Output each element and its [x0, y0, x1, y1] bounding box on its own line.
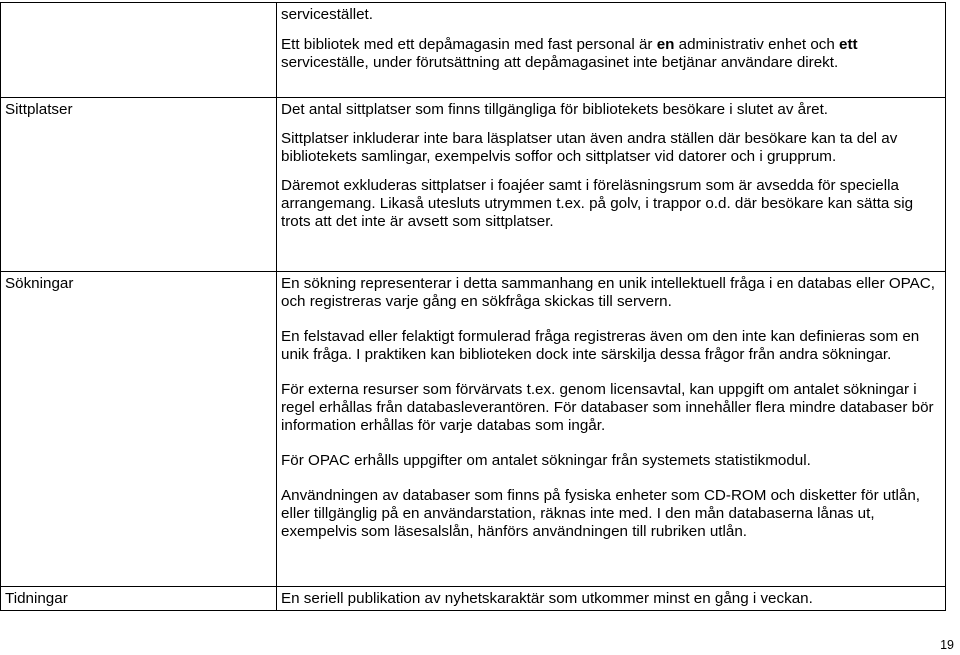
text-run: En felstavad eller felaktigt formulerad fråga registreras även om den inte kan definieras som en unik fråga. I praktiken kan biblioteken dock inte särskilja dessa frågor från andra sökningar.	[281, 328, 920, 363]
table-row	[1, 587, 946, 611]
text-run: Användningen av databaser som finns på fysiska enheter som CD-ROM och disketter för utlån, eller tillgänglig på en användarstation, räknas inte med. I den mån databaserna lånas ut, exempelvis som läsesalslån, hänförs användningen till rubriken utlån.	[281, 487, 921, 540]
paragraph	[281, 177, 939, 231]
paragraph	[281, 6, 939, 24]
text-run: serviceställe, under förutsättning att depåmagasinet inte betjänar användare direkt.	[281, 54, 839, 71]
page-number: 19	[940, 638, 954, 652]
text-run: Sittplatser inkluderar inte bara läsplatser utan även andra ställen där besökare kan ta del av bibliotekets samlingar, exempelvis soffor och sittplatser vid datorer och i grupprum.	[281, 130, 898, 165]
text-run: servicestället.	[281, 6, 374, 23]
paragraph	[281, 487, 939, 541]
term-cell: Sittplatser	[1, 98, 277, 272]
table-row	[1, 272, 946, 587]
text-run: Däremot exkluderas sittplatser i foajéer samt i föreläsningsrum som är avsedda för speciella arrangemang. Likaså utesluts utrymmen t.ex. på golv, i trappor o.d. där besökare kan sätta sig trots att det inte är avsett som sittplatser.	[281, 177, 914, 230]
definition-cell	[277, 587, 946, 611]
paragraph	[281, 130, 939, 166]
term-cell	[1, 3, 277, 98]
paragraph	[281, 328, 939, 364]
table-row	[1, 3, 946, 98]
definition-cell	[277, 272, 946, 587]
term-cell: Sökningar	[1, 272, 277, 587]
paragraph	[281, 452, 939, 470]
term-cell: Tidningar	[1, 587, 277, 611]
table-row	[1, 98, 946, 272]
bold-text: en	[656, 36, 675, 53]
paragraph	[281, 36, 939, 72]
text-run: administrativ enhet och	[674, 36, 840, 53]
definitions-table	[0, 2, 946, 611]
paragraph	[281, 590, 939, 608]
text-run: För externa resurser som förvärvats t.ex. genom licensavtal, kan uppgift om antalet sökningar i regel erhållas från databasleverantören. För databaser som innehåller flera mindre databaser bör information erhållas för varje databas som ingår.	[281, 381, 934, 434]
text-run: Ett bibliotek med ett depåmagasin med fast personal är	[281, 36, 657, 53]
text-run: En sökning representerar i detta sammanhang en unik intellektuell fråga i en databas eller OPAC, och registreras varje gång en sökfråga skickas till servern.	[281, 275, 935, 310]
text-run: Det antal sittplatser som finns tillgängliga för bibliotekets besökare i slutet av året.	[281, 101, 829, 118]
paragraph	[281, 275, 939, 311]
paragraph	[281, 381, 939, 435]
definition-cell	[277, 3, 946, 98]
paragraph	[281, 101, 939, 119]
definition-cell	[277, 98, 946, 272]
bold-text: ett	[839, 36, 858, 53]
text-run: En seriell publikation av nyhetskaraktär som utkommer minst en gång i veckan.	[281, 590, 813, 607]
text-run: För OPAC erhålls uppgifter om antalet sökningar från systemets statistikmodul.	[281, 452, 811, 469]
